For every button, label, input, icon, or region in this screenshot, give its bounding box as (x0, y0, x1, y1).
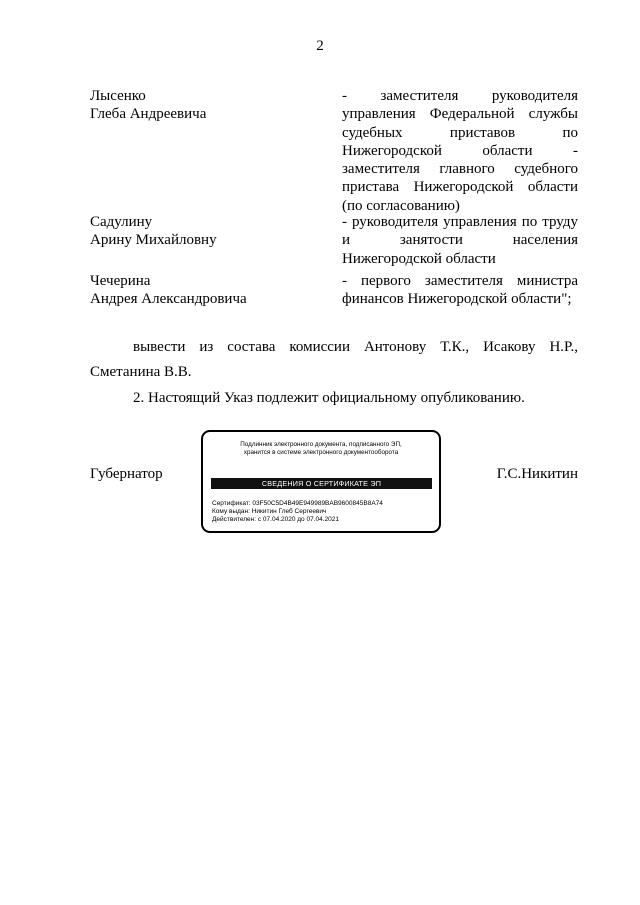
stamp-notice (209, 441, 433, 457)
stamp-notice-line: хранится в системе электронного документооборота (243, 449, 399, 456)
member-name (90, 87, 330, 124)
signatory-title: Губернатор (90, 466, 163, 482)
removal-paragraph: вывести из состава комиссии Антонову Т.К., Исакову Н.Р., (133, 339, 578, 355)
member-given-names: Глеба Андреевича (90, 106, 207, 123)
member-role: - заместителя руководителя управления Федеральной службы судебных приставов по Нижегородской области - заместителя главного судебного пристава Нижегородской области (по согласованию) (342, 88, 578, 214)
member-given-names: Арину Михайловну (90, 232, 217, 249)
publication-paragraph: 2. Настоящий Указ подлежит официальному опубликованию. (133, 390, 525, 406)
signatory-name: Г.С.Никитин (496, 466, 578, 482)
member-name (90, 272, 330, 309)
member-surname: Чечерина (90, 273, 151, 289)
certificate-number: Сертификат: 03F50C5D4B49E949989BAB9600845B8A74 (212, 500, 383, 507)
member-role: - руководителя управления по труду и занятости населения Нижегородской области (342, 214, 578, 267)
member-role: - первого заместителя министра финансов Нижегородской области"; (342, 273, 578, 308)
stamp-header: СВЕДЕНИЯ О СЕРТИФИКАТЕ ЭП (211, 478, 432, 489)
certificate-validity: Действителен: с 07.04.2020 до 07.04.2021 (212, 516, 340, 523)
member-given-names: Андрея Александровича (90, 291, 247, 308)
stamp-certificate-info (212, 500, 436, 524)
removal-paragraph-continuation: Сметанина В.В. (90, 364, 192, 380)
member-name (90, 213, 330, 250)
page-number: 2 (316, 38, 324, 54)
member-surname: Лысенко (90, 88, 146, 104)
electronic-signature-stamp (201, 430, 441, 533)
member-surname: Садулину (90, 214, 153, 230)
stamp-notice-line: Подлинник электронного документа, подписанного ЭП, (240, 441, 402, 448)
certificate-owner: Кому выдан: Никитин Глеб Сергеевич (212, 508, 327, 515)
